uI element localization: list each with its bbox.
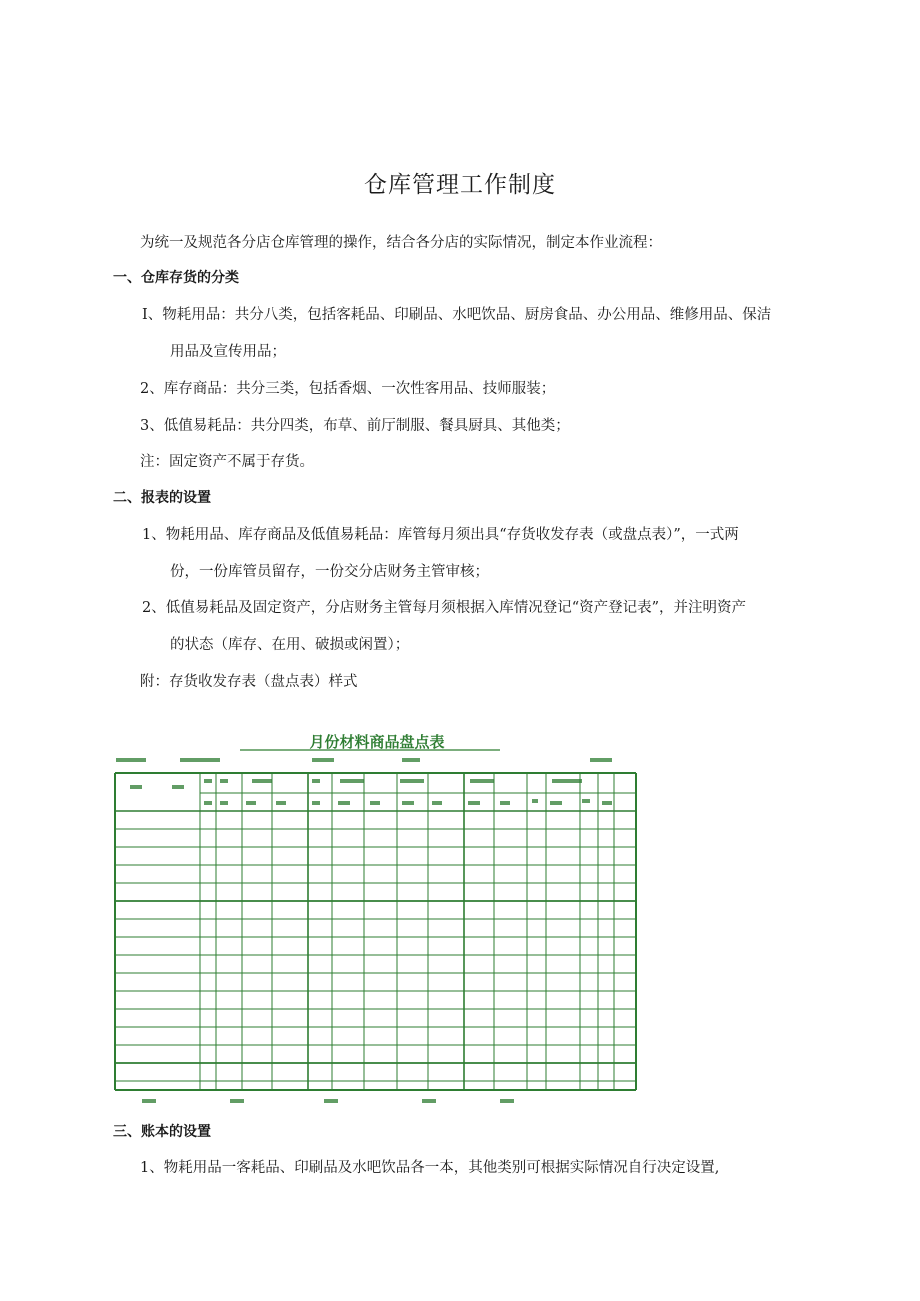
section-1-heading: 一、仓库存货的分类 <box>113 270 239 286</box>
section-2-item-2-cont: 的状态（库存、在用、破损或闲置）； <box>170 637 410 653</box>
section-3-heading: 三、账本的设置 <box>113 1124 211 1140</box>
section-2-heading: 二、报表的设置 <box>113 490 211 506</box>
section-1-note: 注：固定资产不属于存货。 <box>140 454 314 470</box>
form-title: 月份材料商品盘点表 <box>309 733 445 751</box>
section-3-item-1: 1、物耗用品一客耗品、印刷品及水吧饮品各一本，其他类别可根据实际情况自行决定设置, <box>140 1160 720 1176</box>
section-2-appendix: 附：存货收发存表（盘点表）样式 <box>140 674 358 690</box>
section-1-item-1: I、物耗用品：共分八类，包括客耗品、印刷品、水吧饮品、厨房食品、办公用品、维修用品、保洁 <box>142 307 772 323</box>
section-1-item-2: 2、库存商品：共分三类，包括香烟、一次性客用品、技师服装； <box>140 381 556 397</box>
section-2-item-1: 1、物耗用品、库存商品及低值易耗品：库管每月须出具“存货收发存表（或盘点表）”，一式两 <box>142 527 739 543</box>
section-1-item-3: 3、低值易耗品：共分四类，布草、前厅制服、餐具厨具、其他类； <box>140 418 570 434</box>
intro-paragraph: 为统一及规范各分店仓库管理的操作，结合各分店的实际情况，制定本作业流程： <box>140 235 662 251</box>
document-title: 仓库管理工作制度 <box>364 172 556 198</box>
inventory-form-image <box>112 723 642 1113</box>
section-1-item-1-cont: 用品及宣传用品； <box>170 344 286 360</box>
section-2-item-2: 2、低值易耗品及固定资产，分店财务主管每月须根据入库情况登记“资产登记表”，并注明资产 <box>142 600 747 616</box>
section-2-item-1-cont: 份，一份库管员留存，一份交分店财务主管审核； <box>170 564 489 580</box>
